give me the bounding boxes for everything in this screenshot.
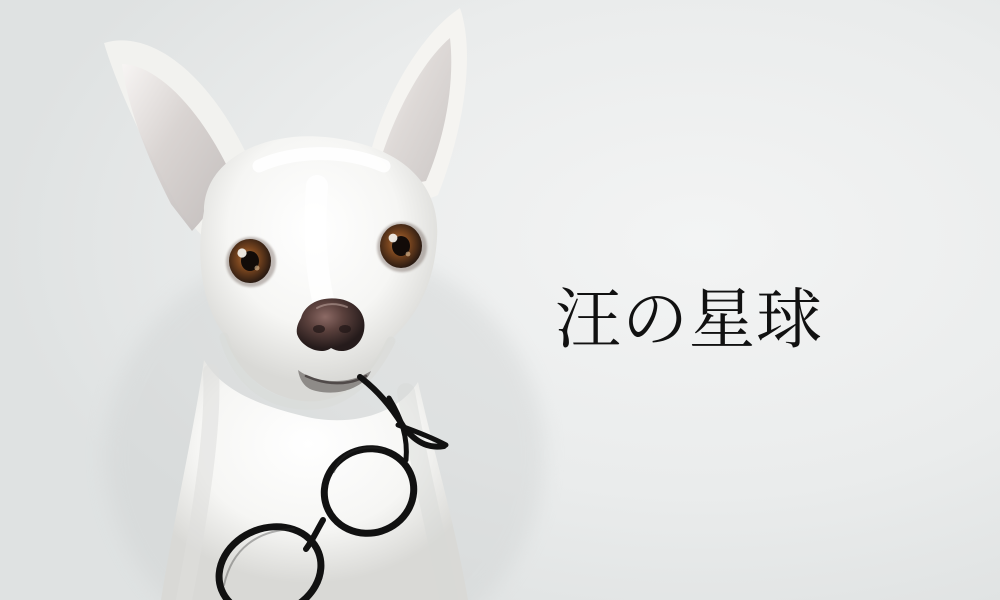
page-title: 汪の星球 — [555, 281, 823, 358]
